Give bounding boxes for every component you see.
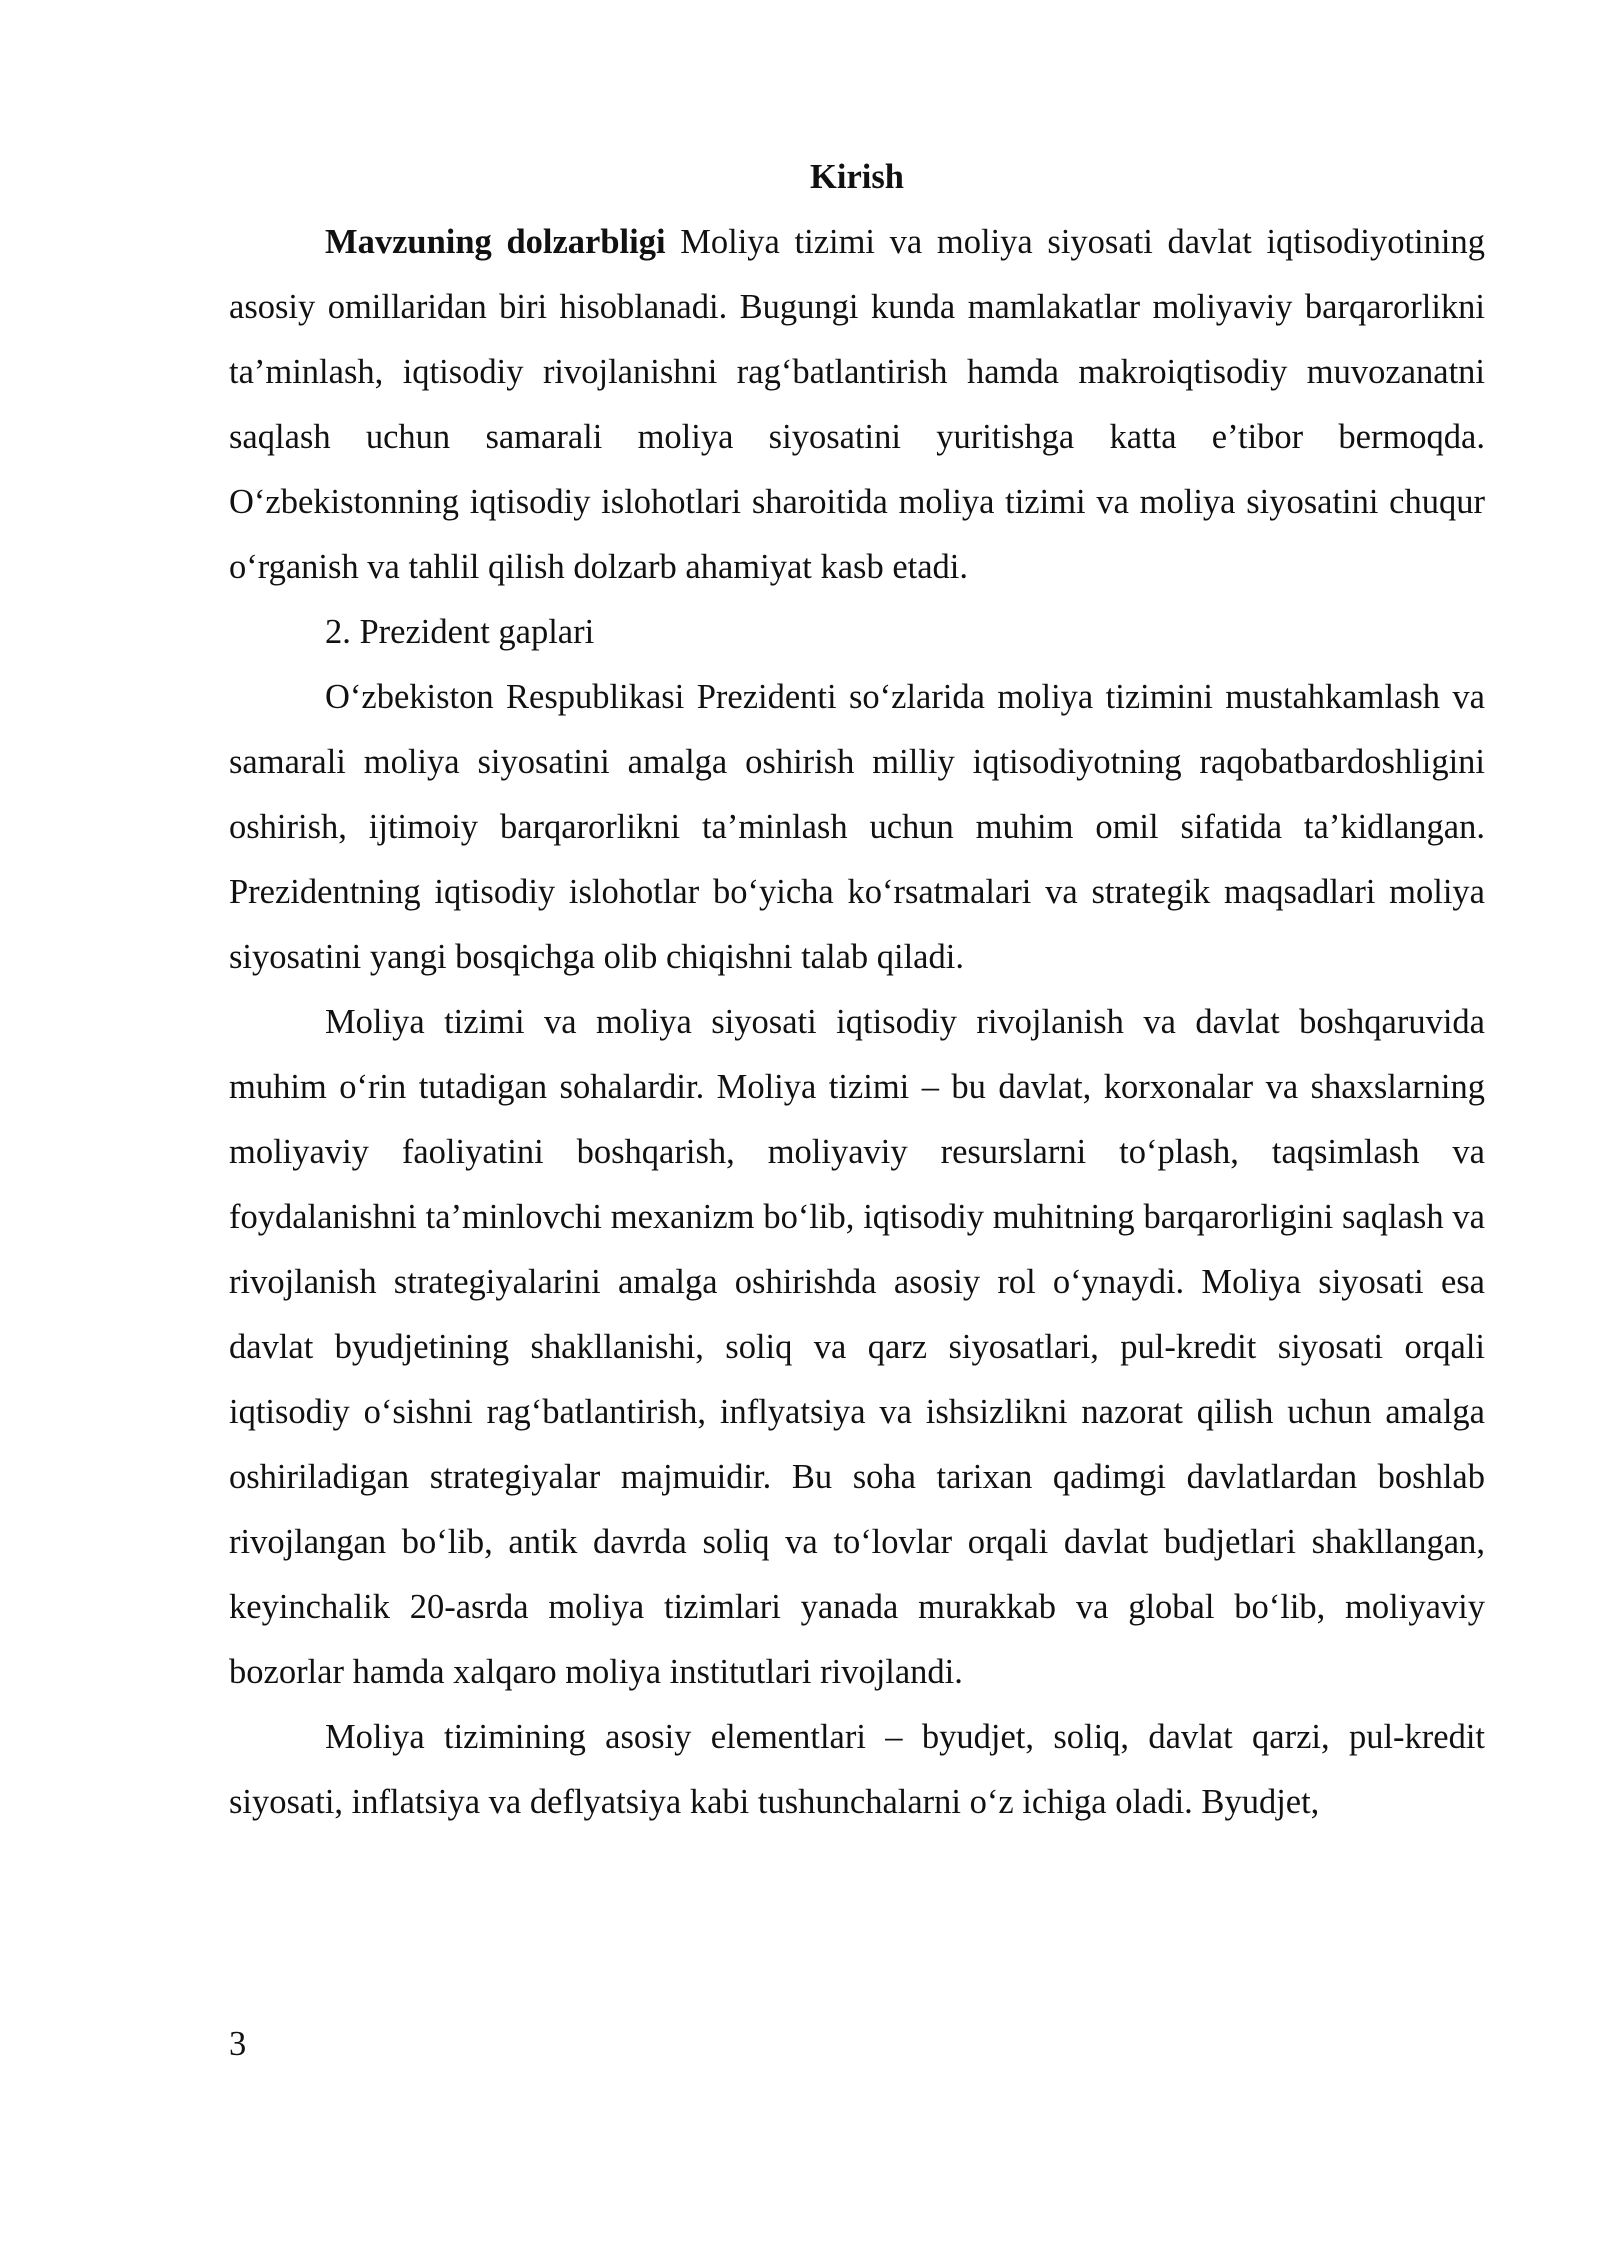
paragraph-relevance [229, 210, 1485, 600]
subheading-president: 2. Prezident gaplari [325, 613, 595, 651]
paragraph-financial-system: Moliya tizimi va moliya siyosati iqtisodiy rivojlanish va davlat boshqaruvida muhim o‘rin tutadigan sohalardir. Moliya tizimi – bu davlat, korxonalar va shaxslarning moliyaviy faoliyatini boshqarish, moliyaviy resurslarni to‘plash, taqsimlash va foydalanishni ta’minlovchi mexanizm bo‘lib, iqtisodiy muhitning barqarorligini saqlash va rivojlanish strategiyalarini amalga oshirishda asosiy rol o‘ynaydi. Moliya siyosati esa davlat byudjetining shakllanishi, soliq va qarz siyosatlari, pul-kredit siyosati orqali iqtisodiy o‘sishni rag‘batlantirish, inflyatsiya va ishsizlikni nazorat qilish uchun amalga oshiriladigan strategiyalar majmuidir. Bu soha tarixan qadimgi davlatlardan boshlab rivojlangan bo‘lib, antik davrda soliq va to‘lovlar orqali davlat budjetlari shakllangan, keyinchalik 20-asrda moliya tizimlari yanada murakkab va global bo‘lib, moliyaviy bozorlar hamda xalqaro moliya institutlari rivojlandi. [229, 1003, 1485, 1691]
paragraph-lead: Mavzuning dolzarbligi [325, 223, 666, 261]
page-content [229, 145, 1485, 1835]
paragraph-elements: Moliya tizimining asosiy elementlari – byudjet, soliq, davlat qarzi, pul-kredit siyosati, inflatsiya va deflyatsiya kabi tushunchalarni o‘z ichiga oladi. Byudjet, [229, 1718, 1485, 1821]
page-number: 3 [229, 2025, 247, 2063]
section-title: Kirish [810, 158, 904, 196]
paragraph-president: O‘zbekiston Respublikasi Prezidenti so‘zlarida moliya tizimini mustahkamlash va samarali moliya siyosatini amalga oshirish milliy iqtisodiyotning raqobatbardoshligini oshirish, ijtimoiy barqarorlikni ta’minlash uchun muhim omil sifatida ta’kidlangan. Prezidentning iqtisodiy islohotlar bo‘yicha ko‘rsatmalari va strategik maqsadlari moliya siyosatini yangi bosqichga olib chiqishni talab qiladi. [229, 678, 1485, 976]
paragraph-text: Moliya tizimi va moliya siyosati davlat iqtisodiyotining asosiy omillaridan biri hisoblanadi. Bugungi kunda mamlakatlar moliyaviy barqarorlikni ta’minlash, iqtisodiy rivojlanishni rag‘batlantirish hamda makroiqtisodiy muvozanatni saqlash uchun samarali moliya siyosatini yuritishga katta e’tibor bermoqda. O‘zbekistonning iqtisodiy islohotlari sharoitida moliya tizimi va moliya siyosatini chuqur o‘rganish va tahlil qilish dolzarb ahamiyat kasb etadi. [229, 223, 1485, 586]
